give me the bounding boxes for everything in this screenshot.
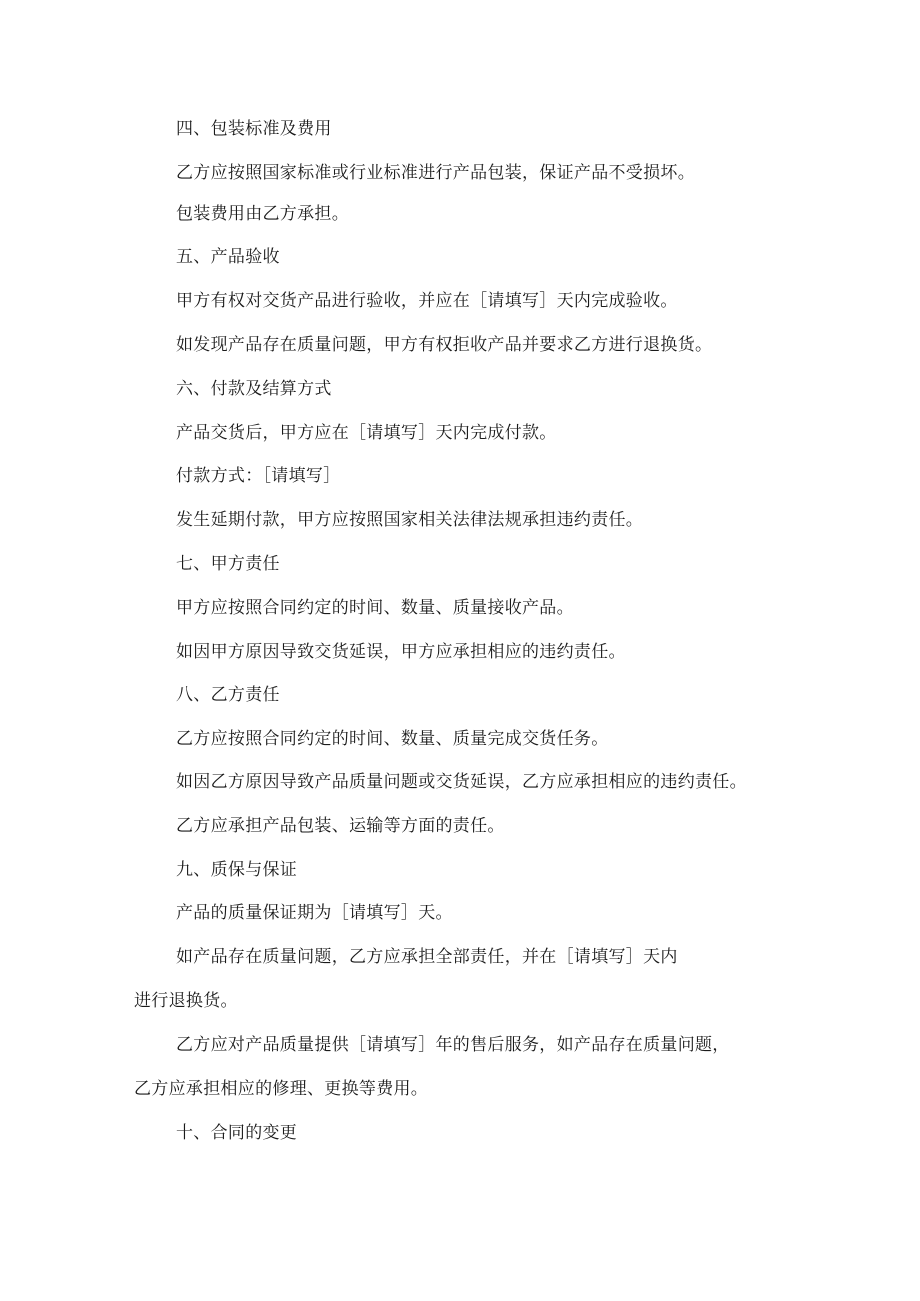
section-heading-party-b: 八、乙方责任 [176,685,280,705]
paragraph-line: 发生延期付款，甲方应按照国家相关法律法规承担违约责任。 [176,510,644,530]
paragraph-line: 付款方式：［请填写］ [176,466,341,486]
paragraph-line: 产品交货后，甲方应在［请填写］天内完成付款。 [176,423,557,443]
section-heading-payment: 六、付款及结算方式 [176,379,332,399]
paragraph-line: 产品的质量保证期为［请填写］天。 [176,903,453,923]
paragraph-line: 如发现产品存在质量问题，甲方有权拒收产品并要求乙方进行退换货。 [176,335,713,355]
paragraph-line: 如产品存在质量问题，乙方应承担全部责任，并在［请填写］天内 [176,947,678,967]
section-heading-acceptance: 五、产品验收 [176,247,280,267]
paragraph-line: 包装费用由乙方承担。 [176,204,349,224]
section-heading-party-a: 七、甲方责任 [176,554,280,574]
paragraph-line: 乙方应按照国家标准或行业标准进行产品包装，保证产品不受损坏。 [176,163,695,183]
paragraph-line-continuation: 乙方应承担相应的修理、更换等费用。 [134,1079,429,1099]
section-heading-warranty: 九、质保与保证 [176,860,298,880]
paragraph-line: 乙方应按照合同约定的时间、数量、质量完成交货任务。 [176,729,609,749]
paragraph-line: 乙方应承担产品包装、运输等方面的责任。 [176,816,505,836]
paragraph-line: 甲方应按照合同约定的时间、数量、质量接收产品。 [176,598,574,618]
paragraph-line-continuation: 进行退换货。 [134,991,238,1011]
paragraph-line: 乙方应对产品质量提供［请填写］年的售后服务，如产品存在质量问题， [176,1035,730,1055]
paragraph-line: 甲方有权对交货产品进行验收，并应在［请填写］天内完成验收。 [176,291,678,311]
section-heading-packaging: 四、包装标准及费用 [176,119,332,139]
paragraph-line: 如因乙方原因导致产品质量问题或交货延误，乙方应承担相应的违约责任。 [176,772,747,792]
section-heading-contract-change: 十、合同的变更 [176,1123,298,1143]
paragraph-line: 如因甲方原因导致交货延误，甲方应承担相应的违约责任。 [176,642,626,662]
